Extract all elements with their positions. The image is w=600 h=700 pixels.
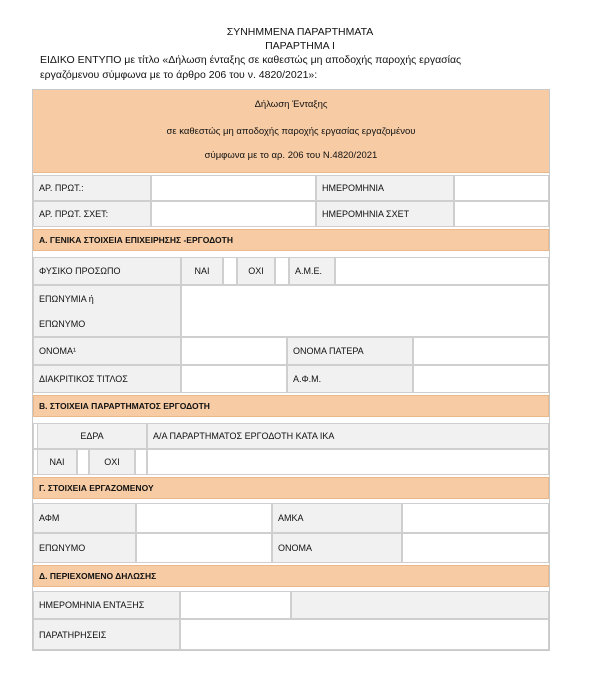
c-eponymo-label: ΕΠΩΝΥΜΟ [33,533,136,563]
aa-parartimatos-label: Α/Α ΠΑΡΑΡΤΗΜΑΤΟΣ ΕΡΓΟΔΟΤΗ ΚΑΤΑ ΙΚΑ [147,423,549,449]
imerominia-entaxis-extra [291,591,549,619]
diakritikos-titlos-field[interactable] [181,365,287,393]
aa-parartimatos-field[interactable] [147,449,549,475]
c-onoma-field[interactable] [402,533,549,563]
imerominia-sxet-field[interactable] [454,201,549,227]
diakritikos-titlos-label: ΔΙΑΚΡΙΤΙΚΟΣ ΤΙΤΛΟΣ [33,365,181,393]
imerominia-sxet-label: ΗΜΕΡΟΜΗΝΙΑ ΣΧΕΤ [316,201,454,227]
ame-label: Α.Μ.Ε. [289,257,335,285]
eponymia-label-line-1: ΕΠΩΝΥΜΙΑ ή [39,293,94,304]
onoma-label: ΟΝΟΜΑ¹ [33,337,181,365]
eponymia-label [33,285,181,337]
b-nai-checkbox[interactable] [77,449,89,475]
eponymia-field[interactable] [181,285,549,337]
amka-field[interactable] [402,503,549,533]
intro-line-1: ΕΙΔΙΚΟ ΕΝΤΥΠΟ με τίτλο «Δήλωση ένταξης σε καθεστώς μη αποδοχής παροχής εργασίας [40,54,462,66]
onoma-patera-label: ΟΝΟΜΑ ΠΑΤΕΡΑ [287,337,413,365]
edra-label: ΕΔΡΑ [37,423,147,449]
c-afm-label: ΑΦΜ [33,503,136,533]
amka-label: ΑΜΚΑ [272,503,402,533]
section-d-header: Δ. ΠΕΡΙΕΧΟΜΕΝΟ ΔΗΛΩΣΗΣ [33,565,549,587]
ar-prot-field[interactable] [151,175,316,201]
onoma-patera-field[interactable] [413,337,549,365]
declaration-form [32,89,550,651]
form-title-line-2: σε καθεστώς μη αποδοχής παροχής εργασίας εργαζομένου [166,126,416,137]
annex-heading: ΣΥΝΗΜΜΕΝΑ ΠΑΡΑΡΤΗΜΑΤΑ [226,26,374,38]
nai-checkbox[interactable] [223,257,237,285]
form-title-block [33,90,549,173]
section-c-header: Γ. ΣΤΟΙΧΕΙΑ ΕΡΓΑΖΟΜΕΝΟΥ [33,477,549,499]
ar-prot-sxet-field[interactable] [151,201,316,227]
form-title-line-3: σύμφωνα με το αρ. 206 του Ν.4820/2021 [204,150,378,161]
eponymia-label-line-2: ΕΠΩΝΥΜΟ [39,318,86,329]
ar-prot-label: ΑΡ. ΠΡΩΤ.: [33,175,151,201]
paratiriseis-label: ΠΑΡΑΤΗΡΗΣΕΙΣ [33,619,180,650]
fysiko-prosopo-label: ΦΥΣΙΚΟ ΠΡΟΣΩΠΟ [33,257,181,285]
oxi-checkbox[interactable] [275,257,289,285]
b-nai-label: ΝΑΙ [37,449,77,475]
ar-prot-sxet-label: ΑΡ. ΠΡΩΤ. ΣΧΕΤ: [33,201,151,227]
oxi-label: ΟΧΙ [237,257,275,285]
c-afm-field[interactable] [136,503,272,533]
c-onoma-label: ΟΝΟΜΑ [272,533,402,563]
form-title-line-1: Δήλωση Ένταξης [254,99,328,110]
imerominia-entaxis-field[interactable] [180,591,291,619]
paratiriseis-field[interactable] [180,619,549,650]
b-oxi-label: ΟΧΙ [89,449,135,475]
b-oxi-checkbox[interactable] [135,449,147,475]
annex-subheading: ΠΑΡΑΡΤΗΜΑ Ι [265,40,335,52]
nai-label: ΝΑΙ [181,257,223,285]
imerominia-field[interactable] [454,175,549,201]
section-b-header: Β. ΣΤΟΙΧΕΙΑ ΠΑΡΑΡΤΗΜΑΤΟΣ ΕΡΓΟΔΟΤΗ [33,395,549,417]
intro-line-2: εργαζόμενου σύμφωνα με το άρθρο 206 του ν. 4820/2021»: [40,69,318,81]
afm-label: Α.Φ.Μ. [287,365,413,393]
imerominia-entaxis-label: ΗΜΕΡΟΜΗΝΙΑ ΕΝΤΑΞΗΣ [33,591,180,619]
section-a-header: Α. ΓΕΝΙΚΑ ΣΤΟΙΧΕΙΑ ΕΠΙΧΕΙΡΗΣΗΣ -ΕΡΓΟΔΟΤΗ [33,229,549,251]
onoma-field[interactable] [181,337,287,365]
ame-field[interactable] [335,257,549,285]
afm-field[interactable] [413,365,549,393]
imerominia-label: ΗΜΕΡΟΜΗΝΙΑ [316,175,454,201]
c-eponymo-field[interactable] [136,533,272,563]
